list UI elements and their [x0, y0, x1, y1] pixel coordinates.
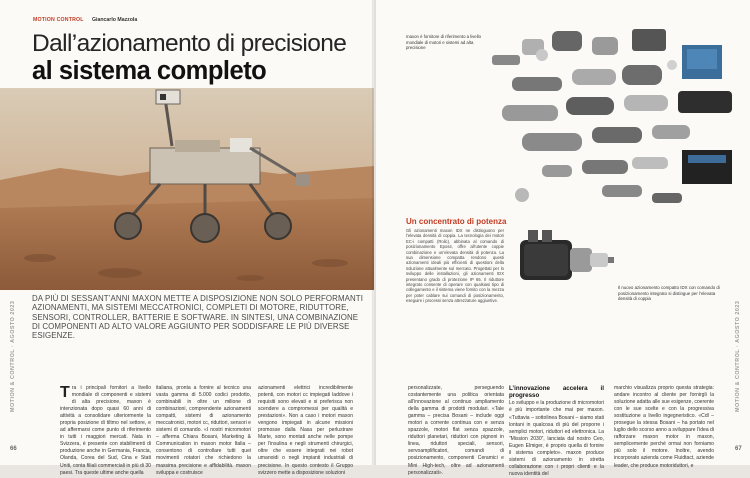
- box-title: Un concentrato di potenza: [406, 217, 507, 226]
- dropcap: T: [60, 384, 70, 401]
- motor-cylinders: [492, 29, 732, 203]
- body-text: Lo sviluppo e la produzione di micromotori è più importante che mai per maxon. «Tuttavia – sottolinea Bosani – siamo stati lontani in qualcosa di più del proporre i semplici motori, riduttori ed elettronica. La “Mission 2030”, lanciata dal nostro Ceo, Eugen Elmiger, è proprio quella di fornire il sistema completo». maxon produce sistemi di azionamento in stretta collaborazione con i propri clienti e la nuova identità del: [509, 400, 604, 477]
- subheading: L’innovazione accelera il progresso: [509, 385, 604, 400]
- body-column-4: personalizzate, perseguendo costantemente una politica orientata all’innovazione al continuo ampliamento della gamma di prodotti modulari. «Tale gamma – precisa Bosani – include oggi motori a corrente continua con e senza spazzole, motori flat senza spazzole, riduttori planetari, riduttori con pignoni in linea, riduttori speciali, sensori, servoamplificatori, comandi di posizionamento, componenti Ceramici e Mini High-tech, oltre ad azionamenti personalizzati».: [408, 385, 504, 476]
- body-column-1: [60, 385, 151, 477]
- section-label: MOTION CONTROL: [33, 17, 84, 23]
- page-number-left: 66: [10, 446, 17, 452]
- idx-drive-photo: [512, 220, 617, 305]
- side-label-left: MOTION & CONTROL · AGOSTO 2023: [10, 300, 16, 412]
- product-range-photo: [482, 25, 750, 220]
- headline-line-2: al sistema completo: [32, 57, 267, 85]
- body-text: ra i principali fornitori a livello mondiale di componenti e sistemi di alta precisione, maxon è intenzionata dopo quasi 60 anni di attività a consolidare ulteriormente la propria posizione di tiltmo nel settore, e ad affermarsi come punto di riferimento in tutti i maggiori mercati. Nata in Svizzera, è presente con stabilimenti di produzione anche in Germania, Francia, Olanda, Corea del Sud, Cina e Stati Uniti, conta filiali commerciali in più di 30 paesi. Tra queste ultime anche quella: [60, 385, 151, 476]
- side-label-right: MOTION & CONTROL · AGOSTO 2023: [735, 300, 741, 412]
- headline-line-1: Dall’azionamento di precisione: [32, 30, 347, 57]
- body-column-2: italiana, pronta a fornire al tecnico una vasta gamma di 5.000 codici prodotto, combinabili in oltre un milione di combinazioni, comprendente azionamenti compatti, sistemi di azionamento meccatronici, motori cc, riduttori, sensori e sistemi di comando. «I nostri micromotori – afferma Chiara Bosani, Marketing & Communication in maxon motor Italia – consentono di controllare tutti quei movimenti rotatori che richiedono la massima precisione e affidabilità. maxon sviluppa e costruisce: [156, 385, 251, 476]
- box-text: Gli azionamenti maxon IDX ne distinguono per l’elevata densità di coppia. La tecnologia dei motori EC-i compatti (Rolic), abbinata al comando di posizionamento Epos4, offre all’utente coppie combinazione e un’elevata densità di potenza. La sua dimensione compatta rendono questi azionamenti ideali più efficienti di questioni della soluzione attualmente sul mercato. Progettati per lo sviluppo delle installazioni, gli azionamenti IDX presentano grado di protezione IP 65. Il riduttore integrato consente di operare con qualsiasi tipo di collegamento e il sistema viene fornito con la mezza per poter cablare sui comandi di posizionamento, eseguire i processi senza attrezzature aggiuntive.: [406, 228, 504, 304]
- caption-top: maxon è fornitore di riferimento a livello mondiale di motori e sistemi ad alta precisione: [406, 34, 481, 50]
- caption-bottom: Il nuovo azionamento compatto IDX con comando di posizionamento integrato si distingue per l’elevata densità di coppia: [618, 285, 720, 302]
- mars-rover-photo: [0, 88, 374, 290]
- body-column-3: azionamenti elettrici incredibilmente potenti, con motori cc impiegati laddove i requisiti sono elevati e si preferisca non scendere a compromessi per qualità e prestazioni». Non a caso i motori maxon vengono impiegati in alcune missioni promosse dalla Nasa per perlustrare Marte, sono montati anche nelle pompe per l’insulina e negli strumenti chirurgici, oltre che essere integrati nei robot umanoidi o negli impianti industriali di precisione. In questo contesto il Gruppo svizzero mette a disposizione soluzioni: [258, 385, 353, 476]
- body-column-6: marchio visualizza proprio questa strategia: andare incontro al cliente per fornirgli la soluzione adatta alle sue esigenze, coerente con le sue scelte e con la progressiva sostituzione a livello ingegneristico. «Cdl – prosegue la stessa Bosani – ha portato nel luglio dello scorso anno a sviluppare l’idea di rafforzare maxon motor in maxon, semplicemente perché ormai non forniamo più solo il motore. Inoltre, avendo incorporato azienda come Fluidtact, aziende leader, che produce motoriduttori, e: [614, 385, 714, 469]
- left-page: [0, 0, 374, 476]
- page-number-right: 67: [735, 446, 742, 452]
- lead-paragraph: DA PIÙ DI SESSANT’ANNI MAXON METTE A DISPOSIZIONE NON SOLO PERFORMANTI AZIONAMENTI, MA SISTEMI MECCATRONICI, COMPLETI DI MOTORE, RIDUTTORE, SENSORI, CONTROLLER, BATTERIE E SOFTWARE. IN SINTESI, UNA COMBINAZIONE DI COMPONENTI AD ALTO VALORE AGGIUNTO PER SODDISFARE LE PIÙ DIVERSE ESIGENZE.: [32, 294, 364, 341]
- body-column-5: [509, 385, 604, 478]
- author-name: Giancarlo Mazzola: [92, 17, 138, 23]
